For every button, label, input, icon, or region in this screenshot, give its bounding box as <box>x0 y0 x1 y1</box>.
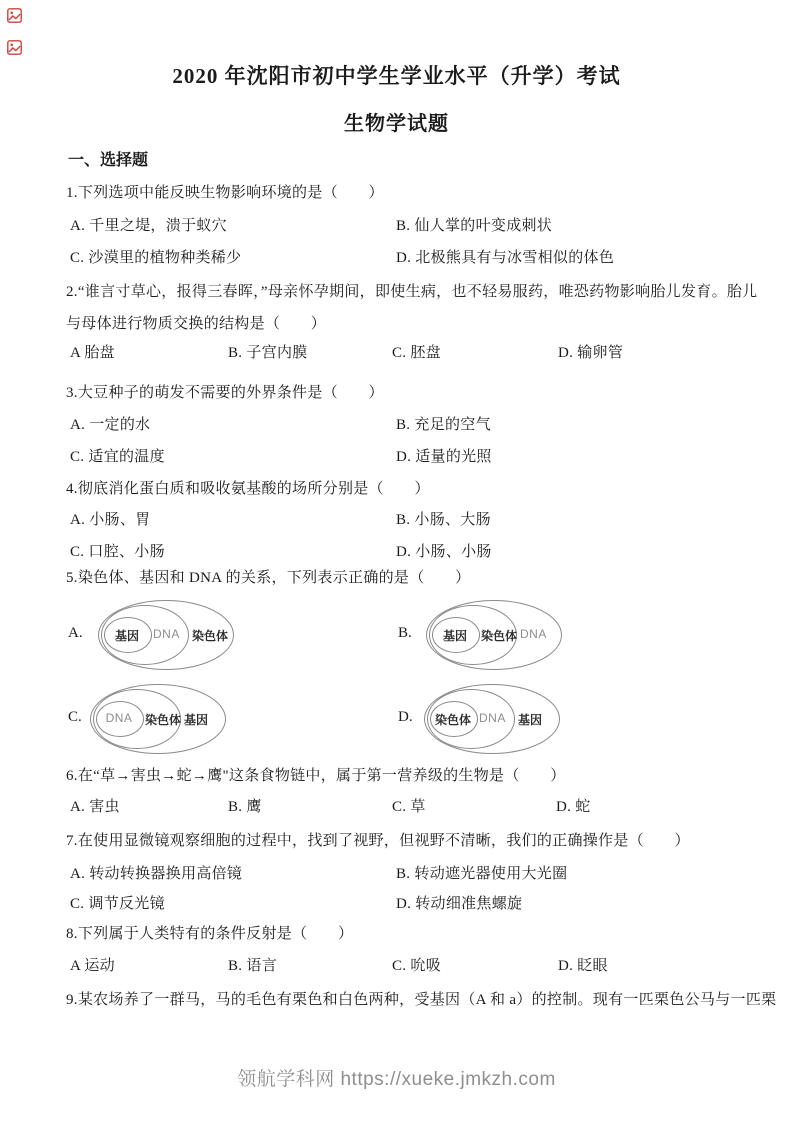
question-2-stem-line1: 2.“谁言寸草心，报得三春晖，”母亲怀孕期间，即使生病，也不轻易服药，唯恐药物影响胎儿发育。胎儿 <box>66 284 758 300</box>
question-4-option-c: C. 口腔、小肠 <box>70 544 165 560</box>
inner-term: 染色体 <box>434 713 471 727</box>
question-8-option-b: B. 语言 <box>228 958 278 974</box>
broken-image-icon <box>7 8 22 23</box>
question-4-option-d: D. 小肠、小肠 <box>396 544 492 560</box>
inner-term: 基因 <box>442 629 467 643</box>
question-6-stem: 6.在“草→害虫→蛇→鹰"这条食物链中，属于第一营养级的生物是（ ） <box>66 768 566 784</box>
question-1-option-a: A. 千里之堤，溃于蚁穴 <box>70 218 227 234</box>
question-1-option-d: D. 北极熊具有与冰雪相似的体色 <box>396 250 615 266</box>
question-4-stem: 4.彻底消化蛋白质和吸收氨基酸的场所分别是（ ） <box>66 481 430 497</box>
question-1-option-b: B. 仙人掌的叶变成刺状 <box>396 218 553 234</box>
question-2-option-b: B. 子宫内膜 <box>228 345 308 361</box>
question-5-diagram-c-label: C. <box>68 709 82 725</box>
question-5-diagram-c <box>90 684 226 754</box>
outer-term: DNA <box>520 627 547 641</box>
question-3-option-a: A. 一定的水 <box>70 417 151 433</box>
question-8-option-a: A 运动 <box>70 958 115 974</box>
question-3-option-d: D. 适量的光照 <box>396 449 492 465</box>
question-3-option-c: C. 适宜的温度 <box>70 449 165 465</box>
question-3-stem: 3.大豆种子的萌发不需要的外界条件是（ ） <box>66 385 384 401</box>
question-8-option-c: C. 吮吸 <box>392 958 442 974</box>
question-6-option-a: A. 害虫 <box>70 799 120 815</box>
middle-term: DNA <box>479 711 506 725</box>
question-7-stem: 7.在使用显微镜观察细胞的过程中，找到了视野，但视野不清晰，我们的正确操作是（ ） <box>66 833 690 849</box>
question-2-stem-line2: 与母体进行物质交换的结构是（ ） <box>66 316 327 332</box>
question-6-option-c: C. 草 <box>392 799 426 815</box>
question-5-diagram-a <box>98 600 234 670</box>
inner-term: DNA <box>105 711 133 725</box>
question-7-option-c: C. 调节反光镜 <box>70 896 165 912</box>
question-5-stem: 5.染色体、基因和 DNA 的关系，下列表示正确的是（ ） <box>66 570 471 586</box>
middle-term: DNA <box>153 627 180 641</box>
question-6-option-b: B. 鹰 <box>228 799 262 815</box>
section-heading: 一、选择题 <box>68 152 149 169</box>
inner-term: 基因 <box>114 629 139 643</box>
question-8-option-d: D. 眨眼 <box>558 958 608 974</box>
question-4-option-a: A. 小肠、胃 <box>70 512 151 528</box>
outer-term: 染色体 <box>192 629 229 643</box>
middle-term: 染色体 <box>481 629 518 643</box>
question-2-option-d: D. 输卵管 <box>558 345 624 361</box>
question-2-option-c: C. 胚盘 <box>392 345 442 361</box>
question-5-diagram-a-label: A. <box>68 625 83 641</box>
outer-term: 基因 <box>184 713 209 727</box>
question-7-option-b: B. 转动遮光器使用大光圈 <box>396 866 568 882</box>
question-5-diagram-d-label: D. <box>398 709 413 725</box>
question-2-option-a: A 胎盘 <box>70 345 115 361</box>
middle-term: 染色体 <box>145 713 182 727</box>
question-1-option-c: C. 沙漠里的植物种类稀少 <box>70 250 242 266</box>
question-5-diagram-d <box>424 684 560 754</box>
page-subtitle: 生物学试题 <box>344 113 449 135</box>
question-6-option-d: D. 蛇 <box>556 799 591 815</box>
question-1-stem: 1.下列选项中能反映生物影响环境的是（ ） <box>66 185 384 201</box>
question-7-option-a: A. 转动转换器换用高倍镜 <box>70 866 243 882</box>
question-4-option-b: B. 小肠、大肠 <box>396 512 491 528</box>
question-9-stem: 9.某农场养了一群马，马的毛色有栗色和白色两种，受基因（A 和 a）的控制。现有一匹栗色公马与一匹栗 <box>66 992 777 1008</box>
question-5-diagram-b <box>426 600 562 670</box>
watermark-footer: 领航学科网 https://xueke.jmkzh.com <box>237 1069 556 1090</box>
question-3-option-b: B. 充足的空气 <box>396 417 491 433</box>
page-title: 2020 年沈阳市初中学生学业水平（升学）考试 <box>172 64 621 88</box>
outer-term: 基因 <box>518 713 543 727</box>
question-7-option-d: D. 转动细准焦螺旋 <box>396 896 523 912</box>
question-5-diagram-b-label: B. <box>398 625 412 641</box>
question-8-stem: 8.下列属于人类特有的条件反射是（ ） <box>66 926 354 942</box>
broken-image-icon <box>7 40 22 55</box>
